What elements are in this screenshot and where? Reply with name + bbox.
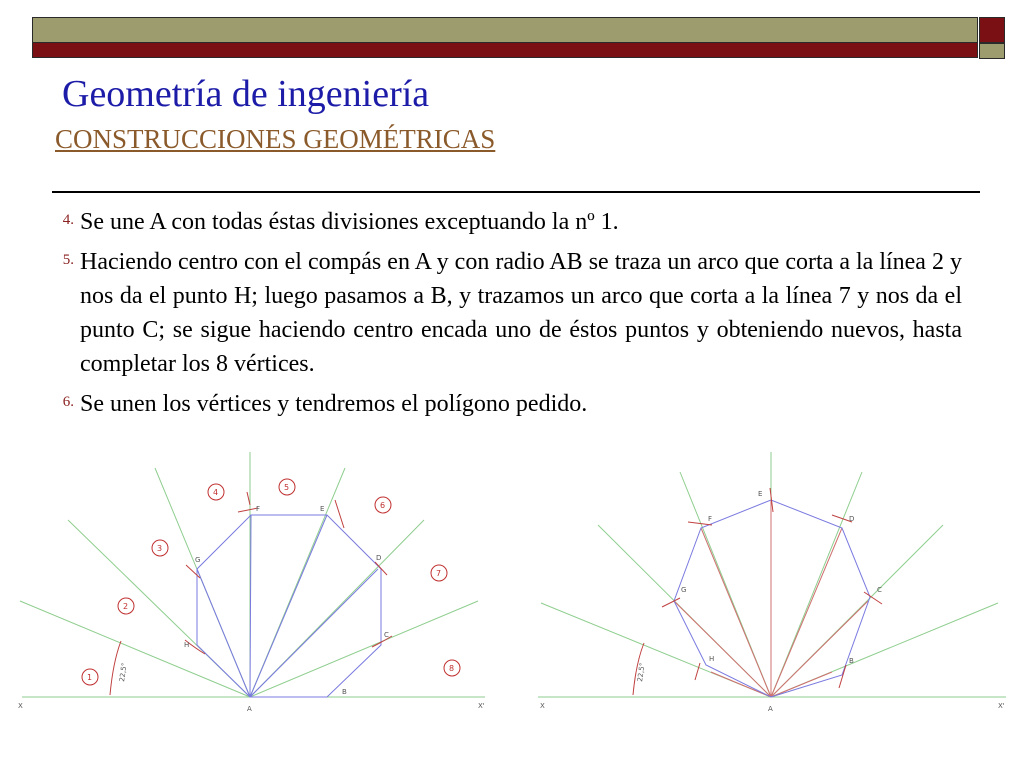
division-number: 7	[436, 569, 442, 578]
vertex-label-a: A	[768, 705, 773, 713]
page-subtitle: CONSTRUCCIONES GEOMÉTRICAS	[55, 124, 496, 154]
step-number: 6.	[62, 394, 74, 410]
vertex-label-g: G	[195, 556, 201, 564]
vertex-label-c: C	[877, 586, 882, 594]
vertex-label-c: C	[384, 631, 389, 639]
division-number: 6	[380, 501, 386, 510]
step-number: 5.	[62, 252, 74, 268]
division-number: 2	[123, 602, 129, 611]
division-numbers	[82, 479, 460, 685]
header-band-maroon	[32, 42, 978, 58]
header-band-olive	[32, 17, 978, 43]
steps-list	[50, 205, 962, 427]
vertex-label-d: D	[849, 515, 855, 523]
vertex-label-a: A	[247, 705, 252, 713]
page-title: Geometría de ingeniería	[62, 73, 430, 115]
vertex-label-h: H	[184, 641, 190, 649]
step-text: Haciendo centro con el compás en A y con radio AB se traza un arco que corta a la línea 2 y nos da el punto H; luego pasamos a B, y trazamos un arco que corta a la línea 7 y nos da el punto C; se sigue haciendo centro encada uno de éstos puntos y obteniendo nuevos, hasta completar los 8 vértices.	[80, 249, 962, 377]
step-item	[50, 205, 962, 239]
header-square-maroon	[979, 17, 1005, 43]
vertex-label-f: F	[708, 515, 713, 523]
label-x: X	[18, 702, 23, 710]
step-number: 4.	[62, 212, 74, 228]
octagon-construction-figure-left	[0, 440, 512, 740]
division-number: 4	[213, 488, 219, 497]
octagon-construction-figure-right	[512, 440, 1024, 740]
label-x: X	[540, 702, 545, 710]
vertex-label-b: B	[342, 688, 347, 696]
label-x-prime: X'	[998, 702, 1005, 710]
vertex-label-e: E	[758, 490, 763, 498]
division-number: 3	[157, 544, 163, 553]
vertex-label-h: H	[709, 655, 715, 663]
angle-label: 22,5°	[118, 662, 129, 683]
vertex-label-b: B	[849, 657, 854, 665]
title-divider	[52, 191, 980, 193]
step-item	[50, 387, 962, 421]
step-text: Se une A con todas éstas divisiones exceptuando la nº 1.	[80, 209, 619, 235]
division-number: 8	[449, 664, 455, 673]
angle-label: 22,5°	[636, 662, 647, 683]
label-x-prime: X'	[478, 702, 485, 710]
header-square-olive	[979, 43, 1005, 59]
vertex-label-e: E	[320, 505, 325, 513]
vertex-label-g: G	[681, 586, 687, 594]
division-number: 1	[87, 673, 93, 682]
step-item	[50, 245, 962, 381]
step-text: Se unen los vértices y tendremos el polígono pedido.	[80, 391, 588, 417]
division-number: 5	[284, 483, 290, 492]
vertex-label-d: D	[376, 554, 382, 562]
vertex-label-f: F	[256, 505, 261, 513]
